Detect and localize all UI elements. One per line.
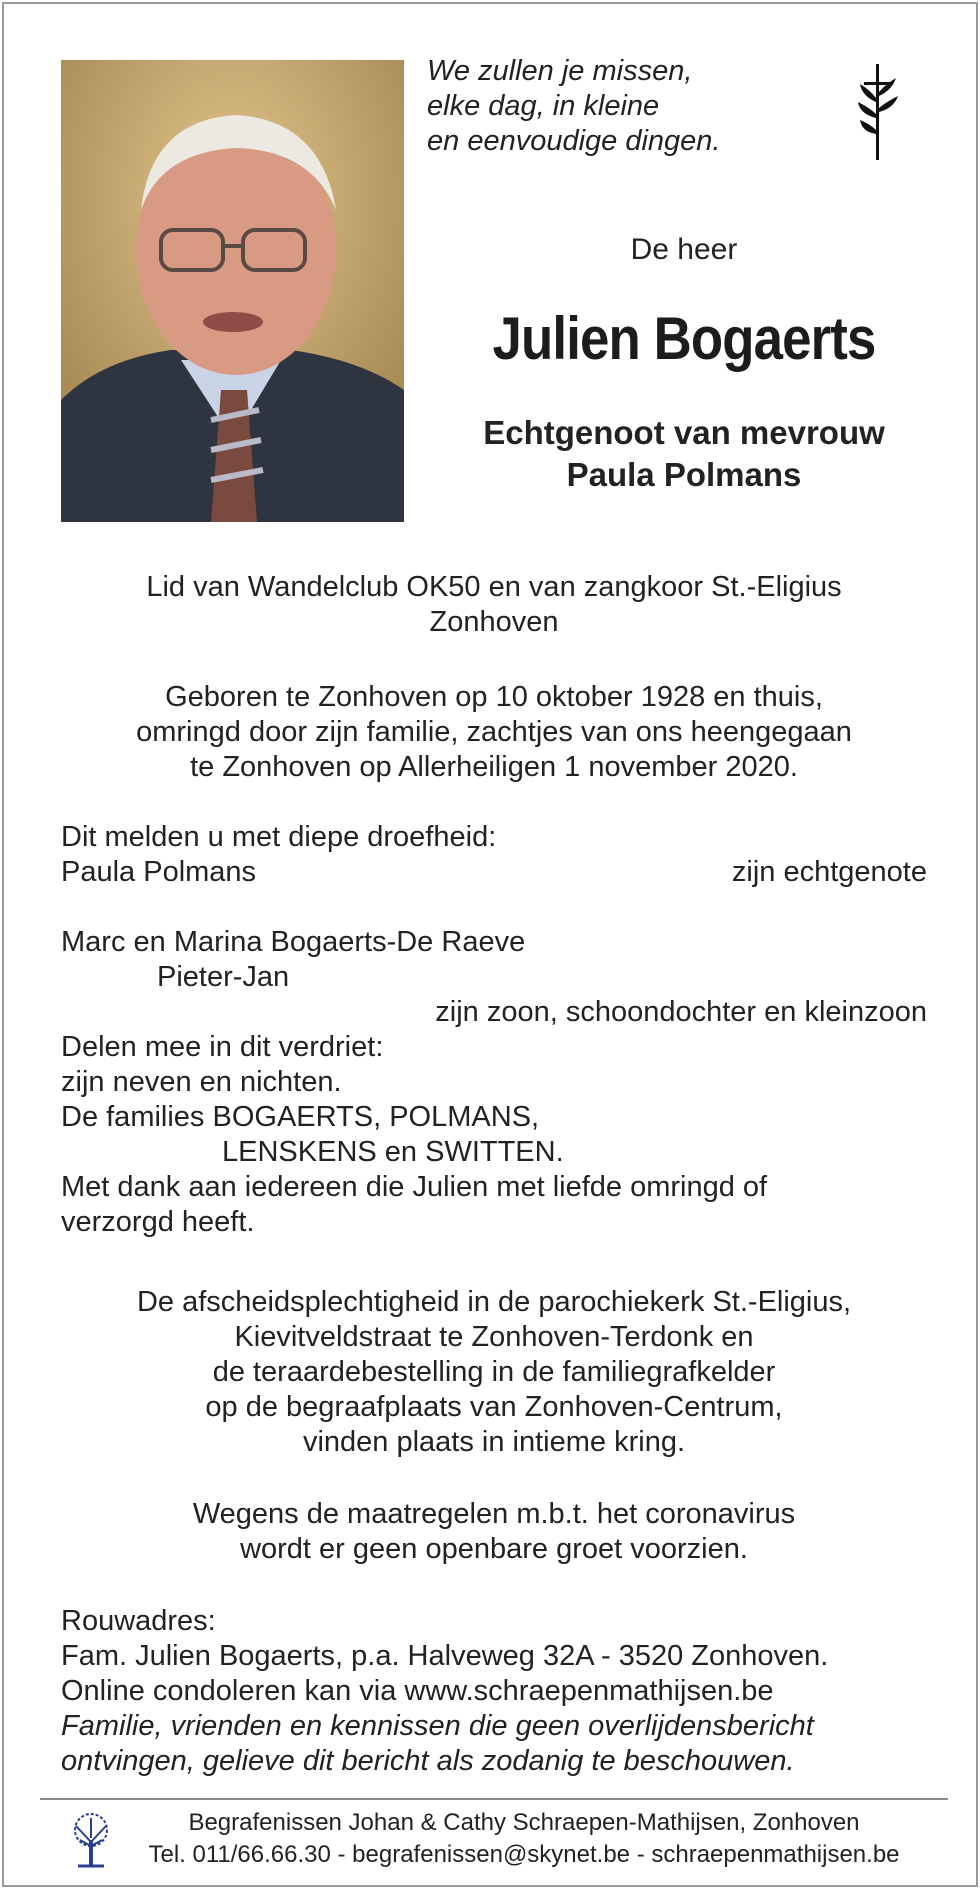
quote-line: We zullen je missen, <box>427 55 693 87</box>
widow-name: Paula Polmans <box>61 856 257 888</box>
cross-with-wheat-icon <box>856 62 900 162</box>
quote-line: en eenvoudige dingen. <box>427 125 721 157</box>
text-line: Lid van Wandelclub OK50 en van zangkoor St.-Eligius <box>146 571 842 603</box>
announce-intro: Dit melden u met diepe droefheid: <box>61 821 497 853</box>
text-line: Delen mee in dit verdriet: <box>61 1031 384 1063</box>
announcement-block <box>61 820 927 890</box>
ceremony-block <box>61 1285 927 1460</box>
membership-block <box>61 570 927 640</box>
text-line: De families BOGAERTS, POLMANS, <box>61 1101 540 1133</box>
portrait-photo <box>61 60 404 522</box>
text-line: Zonhoven <box>429 606 559 638</box>
text-line: op de begraafplaats van Zonhoven-Centrum, <box>205 1391 783 1423</box>
quote-line: elke dag, in kleine <box>427 90 660 122</box>
text-line: LENSKENS en SWITTEN. <box>222 1136 564 1168</box>
son-names: Marc en Marina Bogaerts-De Raeve <box>61 926 526 958</box>
text-line: Geboren te Zonhoven op 10 oktober 1928 en thuis, <box>165 681 823 713</box>
corona-notice <box>61 1497 927 1567</box>
spouse-relation: Echtgenoot van mevrouw <box>483 414 885 451</box>
text-line: De afscheidsplechtigheid in de parochiekerk St.-Eligius, <box>136 1286 852 1318</box>
text-line: vinden plaats in intieme kring. <box>302 1426 686 1458</box>
birth-death-block <box>61 680 927 785</box>
widow-role: zijn echtgenote <box>731 856 927 888</box>
address-line: Fam. Julien Bogaerts, p.a. Halveweg 32A - 3520 Zonhoven. <box>61 1640 829 1672</box>
grandson-name: Pieter-Jan <box>157 961 290 993</box>
online-condolence: Online condoleren kan via www.schraepenmathijsen.be <box>61 1675 774 1707</box>
notice-line: ontvingen, gelieve dit bericht als zodanig te beschouwen. <box>61 1745 795 1777</box>
text-line: te Zonhoven op Allerheiligen 1 november 2020. <box>190 751 798 783</box>
spouse-name: Paula Polmans <box>566 456 802 493</box>
obituary-card <box>2 2 978 1887</box>
deceased-name: Julien Bogaerts <box>492 305 876 372</box>
text-line: Wegens de maatregelen m.b.t. het coronavirus <box>192 1498 796 1530</box>
address-block <box>61 1604 927 1779</box>
portrait-illustration <box>61 60 404 522</box>
memorial-quote <box>427 54 807 159</box>
funeral-home-name: Begrafenissen Johan & Cathy Schraepen-Mathijsen, Zonhoven <box>188 1809 860 1836</box>
text-line: Kievitveldstraat te Zonhoven-Terdonk en <box>234 1321 754 1353</box>
address-label: Rouwadres: <box>61 1605 216 1637</box>
text-line: verzorgd heeft. <box>61 1206 255 1238</box>
text-line: de teraardebestelling in de familiegrafkelder <box>212 1356 776 1388</box>
text-line: wordt er geen openbare groet voorzien. <box>240 1533 748 1565</box>
son-role: zijn zoon, schoondochter en kleinzoon <box>435 996 927 1028</box>
funeral-home-footer <box>104 1807 944 1871</box>
text-line: Met dank aan iedereen die Julien met liefde omringd of <box>61 1171 768 1203</box>
footer-divider <box>40 1798 948 1800</box>
widow-row <box>61 855 927 890</box>
text-line: zijn neven en nichten. <box>61 1066 342 1098</box>
spouse-line <box>424 412 944 496</box>
funeral-home-contact: Tel. 011/66.66.30 - begrafenissen@skynet.be - schraepenmathijsen.be <box>148 1841 900 1868</box>
notice-line: Familie, vrienden en kennissen die geen overlijdensbericht <box>61 1710 814 1742</box>
honorific: De heer <box>630 233 738 266</box>
text-line: omringd door zijn familie, zachtjes van ons heengegaan <box>136 716 852 748</box>
family-block <box>61 925 927 1240</box>
